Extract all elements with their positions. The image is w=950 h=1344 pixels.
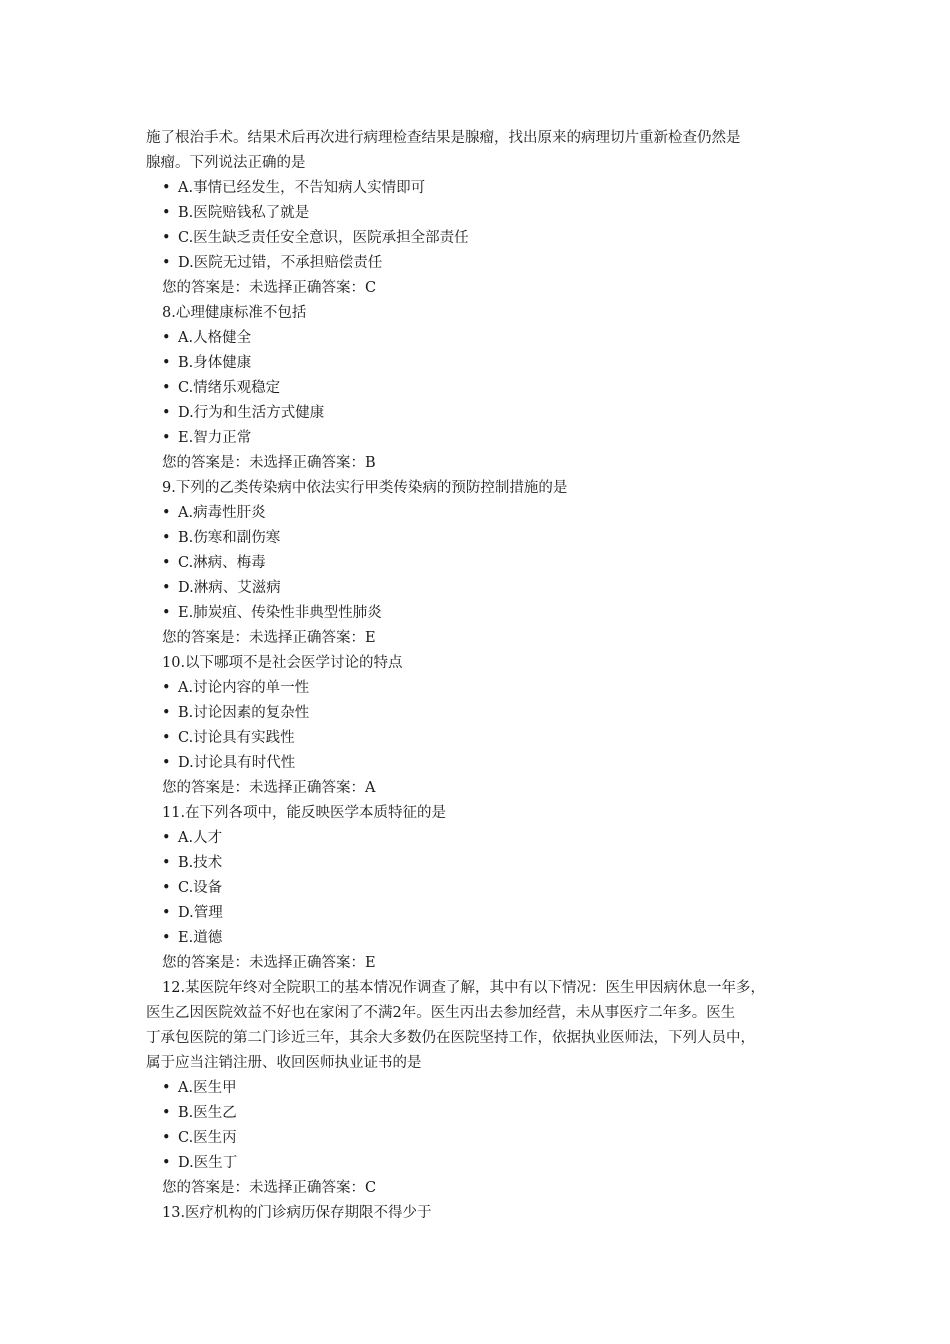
bullet-icon: •: [162, 905, 171, 921]
bullet-icon: •: [162, 180, 171, 196]
option-d: [146, 901, 816, 926]
bullet-icon: •: [162, 555, 171, 571]
question-text-line: 施了根治手术。结果术后再次进行病理检查结果是腺瘤，找出原来的病理切片重新检查仍然是: [146, 130, 741, 146]
option-d: [146, 401, 816, 426]
option-d: [146, 751, 816, 776]
option-label: B.身体健康: [178, 355, 252, 371]
option-label: C.情绪乐观稳定: [178, 380, 281, 396]
answer-line: 您的答案是：未选择正确答案：E: [162, 955, 376, 971]
option-label: A.人格健全: [178, 330, 252, 346]
option-c: [146, 376, 816, 401]
option-b: [146, 526, 816, 551]
bullet-icon: •: [162, 405, 171, 421]
answer-line: 您的答案是：未选择正确答案：A: [162, 780, 376, 796]
option-label: A.讨论内容的单一性: [178, 680, 310, 696]
option-label: D.管理: [178, 905, 223, 921]
option-e: [146, 926, 816, 951]
bullet-icon: •: [162, 330, 171, 346]
answer-line: 您的答案是：未选择正确答案：E: [162, 630, 376, 646]
option-label: A.事情已经发生，不告知病人实情即可: [178, 180, 426, 196]
bullet-icon: •: [162, 255, 171, 271]
option-label: B.讨论因素的复杂性: [178, 705, 310, 721]
option-a: [146, 676, 816, 701]
option-label: B.医院赔钱私了就是: [178, 205, 310, 221]
question-title: 11.在下列各项中，能反映医学本质特征的是: [162, 805, 447, 821]
option-b: [146, 1101, 816, 1126]
option-label: E.道德: [178, 930, 223, 946]
question-list: [146, 126, 816, 1226]
bullet-icon: •: [162, 605, 171, 621]
question-text-line: 腺瘤。下列说法正确的是: [146, 155, 306, 171]
option-label: D.讨论具有时代性: [178, 755, 296, 771]
option-a: [146, 176, 816, 201]
option-label: D.淋病、艾滋病: [178, 580, 281, 596]
option-a: [146, 501, 816, 526]
answer-line: 您的答案是：未选择正确答案：C: [162, 280, 377, 296]
question-text-line: 属于应当注销注册、收回医师执业证书的是: [146, 1055, 422, 1071]
option-label: C.讨论具有实践性: [178, 730, 295, 746]
option-e: [146, 601, 816, 626]
bullet-icon: •: [162, 355, 171, 371]
bullet-icon: •: [162, 880, 171, 896]
question-9-block: [146, 476, 816, 651]
option-label: D.医生丁: [178, 1155, 238, 1171]
option-a: [146, 1076, 816, 1101]
question-title: 13.医疗机构的门诊病历保存期限不得少于: [162, 1205, 432, 1221]
bullet-icon: •: [162, 505, 171, 521]
option-d: [146, 576, 816, 601]
option-b: [146, 351, 816, 376]
question-10-block: [146, 651, 816, 801]
option-label: A.人才: [178, 830, 223, 846]
option-d: [146, 1151, 816, 1176]
bullet-icon: •: [162, 430, 171, 446]
option-label: B.伤寒和副伤寒: [178, 530, 281, 546]
question-text-line: 12.某医院年终对全院职工的基本情况作调查了解，其中有以下情况：医生甲因病休息一年多，: [162, 980, 766, 996]
question-title: 9.下列的乙类传染病中依法实行甲类传染病的预防控制措施的是: [162, 480, 568, 496]
bullet-icon: •: [162, 230, 171, 246]
question-text-line: 丁承包医院的第二门诊近三年，其余大多数仍在医院坚持工作，依据执业医师法，下列人员中，: [146, 1030, 755, 1046]
question-7-block: [146, 126, 816, 301]
answer-line: 您的答案是：未选择正确答案：B: [162, 455, 376, 471]
option-c: [146, 726, 816, 751]
bullet-icon: •: [162, 530, 171, 546]
option-label: D.医院无过错，不承担赔偿责任: [178, 255, 383, 271]
bullet-icon: •: [162, 855, 171, 871]
option-label: C.医生丙: [178, 1130, 237, 1146]
question-title: 8.心理健康标准不包括: [162, 305, 307, 321]
option-c: [146, 226, 816, 251]
question-8-block: [146, 301, 816, 476]
option-a: [146, 826, 816, 851]
option-label: A.病毒性肝炎: [178, 505, 266, 521]
answer-line: 您的答案是：未选择正确答案：C: [162, 1180, 377, 1196]
option-label: B.医生乙: [178, 1105, 237, 1121]
option-label: B.技术: [178, 855, 223, 871]
option-a: [146, 326, 816, 351]
option-label: E.肺炭疽、传染性非典型性肺炎: [178, 605, 382, 621]
question-13-block: [146, 1201, 816, 1226]
question-title: 10.以下哪项不是社会医学讨论的特点: [162, 655, 403, 671]
bullet-icon: •: [162, 830, 171, 846]
bullet-icon: •: [162, 205, 171, 221]
option-b: [146, 851, 816, 876]
option-label: C.淋病、梅毒: [178, 555, 266, 571]
option-label: D.行为和生活方式健康: [178, 405, 325, 421]
option-c: [146, 876, 816, 901]
question-text-line: 医生乙因医院效益不好也在家闲了不满2年。医生丙出去参加经营，未从事医疗二年多。医生: [146, 1005, 736, 1021]
bullet-icon: •: [162, 755, 171, 771]
option-label: C.设备: [178, 880, 223, 896]
option-c: [146, 551, 816, 576]
question-11-block: [146, 801, 816, 976]
bullet-icon: •: [162, 1130, 171, 1146]
bullet-icon: •: [162, 705, 171, 721]
option-e: [146, 426, 816, 451]
option-label: C.医生缺乏责任安全意识，医院承担全部责任: [178, 230, 469, 246]
option-b: [146, 201, 816, 226]
bullet-icon: •: [162, 1080, 171, 1096]
option-label: A.医生甲: [178, 1080, 237, 1096]
bullet-icon: •: [162, 380, 171, 396]
option-label: E.智力正常: [178, 430, 252, 446]
bullet-icon: •: [162, 680, 171, 696]
bullet-icon: •: [162, 1155, 171, 1171]
bullet-icon: •: [162, 730, 171, 746]
bullet-icon: •: [162, 580, 171, 596]
option-b: [146, 701, 816, 726]
option-c: [146, 1126, 816, 1151]
bullet-icon: •: [162, 930, 171, 946]
bullet-icon: •: [162, 1105, 171, 1121]
option-d: [146, 251, 816, 276]
question-12-block: [146, 976, 816, 1201]
